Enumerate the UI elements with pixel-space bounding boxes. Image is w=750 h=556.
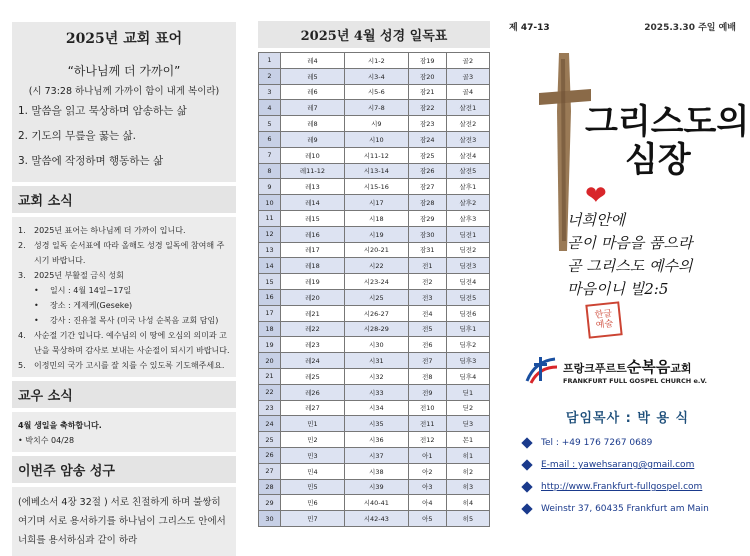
reading-cell: 아4 (408, 495, 446, 511)
reading-cell: 골2 (446, 53, 489, 69)
day-cell: 9 (259, 179, 281, 195)
reading-cell: 딤전6 (446, 305, 489, 321)
reading-panel (258, 0, 490, 530)
reading-cell: 시17 (344, 195, 408, 211)
issue-number: 제 47-13 (509, 23, 550, 33)
reading-cell: 딤후4 (446, 368, 489, 384)
reading-cell: 레8 (281, 116, 345, 132)
cover-verse-line: 너희안에 (567, 211, 625, 229)
reading-cell: 전2 (408, 274, 446, 290)
reading-cell: 잠20 (408, 68, 446, 84)
seal-stamp (585, 301, 622, 338)
reading-cell: 레4 (281, 53, 345, 69)
church-logo-icon (525, 355, 559, 385)
news-item-text: 성경 일독 순서표에 따라 올해도 성경 일독에 참여해 주시기 바랍니다. (34, 241, 225, 265)
reading-cell: 잠27 (408, 179, 446, 195)
reading-cell: 잠22 (408, 100, 446, 116)
day-cell: 16 (259, 289, 281, 305)
goal-item: 1. 말씀을 읽고 묵상하며 암송하는 삶 (18, 105, 187, 117)
contact-tel (523, 438, 652, 448)
day-cell: 10 (259, 195, 281, 211)
email-link[interactable]: E-mail : yawehsarang@gmail.com (541, 460, 695, 470)
church-name-prefix: 프랑크푸르트 (563, 361, 627, 375)
church-name-en: FRANKFURT FULL GOSPEL CHURCH e.V. (563, 376, 708, 385)
reading-cell: 전9 (408, 384, 446, 400)
table-row (259, 242, 490, 258)
day-cell: 25 (259, 432, 281, 448)
reading-cell: 레25 (281, 368, 345, 384)
news-item-number: 5. (18, 361, 26, 370)
news-heading: 교회 소식 (12, 186, 236, 213)
reading-cell: 레13 (281, 179, 345, 195)
reading-cell: 시26-27 (344, 305, 408, 321)
reading-cell: 민7 (281, 511, 345, 527)
reading-cell: 살전2 (446, 116, 489, 132)
motto-ref: (시 73:28 하나님께 가까이 함이 내게 복이라) (28, 86, 220, 97)
reading-cell: 시38 (344, 463, 408, 479)
reading-cell: 딤후3 (446, 353, 489, 369)
news-item-number: • (34, 286, 39, 295)
day-cell: 24 (259, 416, 281, 432)
day-cell: 14 (259, 258, 281, 274)
table-row (259, 368, 490, 384)
reading-table (258, 52, 490, 527)
reading-cell: 딤전3 (446, 258, 489, 274)
reading-cell: 레26 (281, 384, 345, 400)
reading-cell: 시35 (344, 416, 408, 432)
reading-cell: 시3-4 (344, 68, 408, 84)
news-item-text: 강사 : 진유철 목사 (미국 나성 순복음 교회 담임) (50, 316, 219, 325)
reading-cell: 민1 (281, 416, 345, 432)
reading-cell: 시39 (344, 479, 408, 495)
reading-cell: 딛1 (446, 384, 489, 400)
reading-cell: 시28-29 (344, 321, 408, 337)
day-cell: 2 (259, 68, 281, 84)
member-heading: 교우 소식 (12, 381, 236, 408)
pastor-name: 담임목사 : 박 용 식 (565, 411, 690, 426)
reading-cell: 몬1 (446, 432, 489, 448)
reading-cell: 시15-16 (344, 179, 408, 195)
reading-cell: 시9 (344, 116, 408, 132)
news-item-text: 이정민의 국가 고시를 잘 치를 수 있도록 기도해주세요. (34, 361, 225, 370)
table-row (259, 53, 490, 69)
reading-cell: 잠30 (408, 226, 446, 242)
contact-web[interactable] (523, 482, 702, 492)
day-cell: 15 (259, 274, 281, 290)
reading-cell: 민4 (281, 463, 345, 479)
reading-cell: 잠28 (408, 195, 446, 211)
table-row (259, 195, 490, 211)
reading-cell: 레6 (281, 84, 345, 100)
table-row (259, 432, 490, 448)
reading-cell: 딤전1 (446, 226, 489, 242)
verse-text: (에베소서 4장 32절 ) 서로 친절하게 하며 불쌍히 여기며 서로 용서하기를 하나님이 그리스도 안에서 너희를 용서하심과 같이 하라 (12, 487, 236, 556)
day-cell: 20 (259, 353, 281, 369)
table-row (259, 416, 490, 432)
reading-cell: 잠24 (408, 131, 446, 147)
reading-cell: 아2 (408, 463, 446, 479)
seal-text: 한글 예술 (594, 309, 614, 331)
day-cell: 21 (259, 368, 281, 384)
cover-panel (505, 0, 750, 530)
left-panel (0, 0, 240, 546)
day-cell: 1 (259, 53, 281, 69)
reading-cell: 레7 (281, 100, 345, 116)
day-cell: 28 (259, 479, 281, 495)
table-row (259, 479, 490, 495)
tel-text: Tel : +49 176 7267 0689 (541, 438, 653, 448)
reading-cell: 딤전4 (446, 274, 489, 290)
news-item-number: 1. (18, 226, 26, 235)
table-row (259, 511, 490, 527)
news-item-number: 3. (18, 271, 26, 280)
reading-cell: 전8 (408, 368, 446, 384)
reading-cell: 시5-6 (344, 84, 408, 100)
news-item (18, 313, 230, 328)
address-text: Weinstr 37, 60435 Frankfurt am Main (541, 504, 709, 514)
reading-cell: 골4 (446, 84, 489, 100)
reading-cell: 레14 (281, 195, 345, 211)
reading-cell: 잠29 (408, 210, 446, 226)
day-cell: 3 (259, 84, 281, 100)
reading-cell: 민6 (281, 495, 345, 511)
reading-cell: 살전4 (446, 147, 489, 163)
news-item-text: 2025년 표어는 하나님께 더 가까이 입니다. (34, 226, 186, 235)
day-cell: 6 (259, 131, 281, 147)
table-row (259, 353, 490, 369)
reading-cell: 시25 (344, 289, 408, 305)
reading-cell: 시33 (344, 384, 408, 400)
reading-cell: 시34 (344, 400, 408, 416)
reading-cell: 시30 (344, 337, 408, 353)
reading-cell: 전12 (408, 432, 446, 448)
table-row (259, 147, 490, 163)
news-item-number: 2. (18, 241, 26, 250)
day-cell: 30 (259, 511, 281, 527)
day-cell: 4 (259, 100, 281, 116)
reading-cell: 시40-41 (344, 495, 408, 511)
cover-verse (567, 209, 692, 301)
reading-cell: 딛3 (446, 416, 489, 432)
reading-cell: 시13-14 (344, 163, 408, 179)
table-row (259, 305, 490, 321)
day-cell: 13 (259, 242, 281, 258)
reading-cell: 히4 (446, 495, 489, 511)
heart-icon: ❤ (585, 181, 607, 211)
contact-address (523, 504, 709, 514)
reading-cell: 전1 (408, 258, 446, 274)
goal-item: 2. 기도의 무릎을 꿇는 삶. (18, 130, 136, 142)
reading-cell: 레11-12 (281, 163, 345, 179)
motto-title: 2025년 교회 표어 (65, 31, 183, 47)
reading-cell: 아3 (408, 479, 446, 495)
reading-cell: 골3 (446, 68, 489, 84)
table-row (259, 258, 490, 274)
reading-cell: 레18 (281, 258, 345, 274)
news-item-text: 사순절 기간 입니다. 예수님의 이 땅에 오심의 의미과 고난을 묵상하며 감사로 보내는 사순절이 되시기 바랍니다. (34, 331, 230, 355)
church-name-main: 순복음 (626, 357, 671, 376)
table-row (259, 384, 490, 400)
table-row (259, 495, 490, 511)
table-row (259, 321, 490, 337)
news-item-text: 2025년 부활절 금식 성회 (34, 271, 124, 280)
reading-cell: 레19 (281, 274, 345, 290)
reading-cell: 시7-8 (344, 100, 408, 116)
reading-cell: 시18 (344, 210, 408, 226)
table-row (259, 463, 490, 479)
news-item (18, 238, 230, 268)
day-cell: 27 (259, 463, 281, 479)
table-row (259, 179, 490, 195)
church-logo (525, 355, 740, 385)
reading-cell: 딤전5 (446, 289, 489, 305)
reading-cell: 레16 (281, 226, 345, 242)
day-cell: 29 (259, 495, 281, 511)
header (505, 0, 750, 33)
news-item (18, 358, 230, 373)
cover-title-line2: 심장 (625, 140, 691, 180)
reading-cell: 시20-21 (344, 242, 408, 258)
table-row (259, 131, 490, 147)
member-box (12, 412, 236, 452)
church-name-suffix: 교회 (670, 361, 692, 375)
table-row (259, 84, 490, 100)
reading-title: 2025년 4월 성경 일독표 (258, 21, 490, 48)
reading-cell: 살후1 (446, 179, 489, 195)
reading-cell: 히2 (446, 463, 489, 479)
reading-cell: 전6 (408, 337, 446, 353)
reading-cell: 전4 (408, 305, 446, 321)
reading-cell: 딤전2 (446, 242, 489, 258)
reading-cell: 민3 (281, 447, 345, 463)
day-cell: 18 (259, 321, 281, 337)
news-item-number: 4. (18, 331, 26, 340)
reading-cell: 시42-43 (344, 511, 408, 527)
news-item (18, 283, 230, 298)
reading-cell: 레17 (281, 242, 345, 258)
reading-cell: 시10 (344, 131, 408, 147)
reading-cell: 히1 (446, 447, 489, 463)
reading-cell: 딤후1 (446, 321, 489, 337)
day-cell: 19 (259, 337, 281, 353)
day-cell: 17 (259, 305, 281, 321)
news-item-text: 일시 : 4월 14일~17일 (50, 286, 132, 295)
news-item (18, 298, 230, 313)
reading-cell: 전7 (408, 353, 446, 369)
reading-cell: 살전1 (446, 100, 489, 116)
reading-cell: 레27 (281, 400, 345, 416)
member-title: 4월 생일을 축하합니다. (18, 421, 102, 430)
reading-cell: 전11 (408, 416, 446, 432)
table-row (259, 163, 490, 179)
contact-email[interactable] (523, 460, 694, 470)
reading-cell: 레24 (281, 353, 345, 369)
reading-cell: 레10 (281, 147, 345, 163)
table-row (259, 289, 490, 305)
table-row (259, 116, 490, 132)
table-row (259, 447, 490, 463)
table-row (259, 68, 490, 84)
diamond-bullet-icon (521, 481, 532, 492)
table-row (259, 337, 490, 353)
news-box (12, 217, 236, 377)
reading-cell: 레22 (281, 321, 345, 337)
diamond-bullet-icon (521, 503, 532, 514)
reading-cell: 살전5 (446, 163, 489, 179)
table-row (259, 226, 490, 242)
reading-cell: 레23 (281, 337, 345, 353)
day-cell: 26 (259, 447, 281, 463)
day-cell: 22 (259, 384, 281, 400)
cover-verse-line: 곧이 마음을 품으라 (567, 234, 693, 252)
church-name-ko (563, 356, 707, 377)
day-cell: 7 (259, 147, 281, 163)
cover-verse-line: 마음이니 빌2:5 (567, 280, 669, 298)
service-date: 2025.3.30 주일 예배 (644, 23, 736, 33)
diamond-bullet-icon (521, 459, 532, 470)
reading-cell: 시36 (344, 432, 408, 448)
news-item (18, 268, 230, 283)
reading-cell: 잠31 (408, 242, 446, 258)
goal-list (18, 103, 230, 168)
news-item-number: • (34, 316, 39, 325)
reading-cell: 레15 (281, 210, 345, 226)
news-item-number: • (34, 301, 39, 310)
table-row (259, 400, 490, 416)
reading-cell: 살후3 (446, 210, 489, 226)
day-cell: 11 (259, 210, 281, 226)
reading-cell: 시32 (344, 368, 408, 384)
reading-cell: 잠23 (408, 116, 446, 132)
reading-cell: 딤후2 (446, 337, 489, 353)
reading-cell: 시37 (344, 447, 408, 463)
reading-cell: 시23-24 (344, 274, 408, 290)
reading-cell: 잠26 (408, 163, 446, 179)
reading-cell: 민2 (281, 432, 345, 448)
goal-item: 3. 말씀에 작정하며 행동하는 삶 (18, 155, 164, 167)
reading-cell: 레21 (281, 305, 345, 321)
table-row (259, 274, 490, 290)
news-list (18, 223, 230, 373)
reading-cell: 시11-12 (344, 147, 408, 163)
verse-heading: 이번주 암송 성구 (12, 456, 236, 483)
reading-cell: 잠19 (408, 53, 446, 69)
reading-cell: 시1-2 (344, 53, 408, 69)
cover-title-line1: 그리스도의 (585, 102, 750, 142)
reading-cell: 살전3 (446, 131, 489, 147)
reading-cell: 전3 (408, 289, 446, 305)
news-item (18, 223, 230, 238)
member-item: • 박치수 04/28 (18, 436, 75, 445)
news-item-text: 장소 : 게제케(Geseke) (50, 301, 133, 310)
table-row (259, 210, 490, 226)
day-cell: 5 (259, 116, 281, 132)
reading-cell: 잠21 (408, 84, 446, 100)
motto-body (12, 58, 236, 182)
cover-verse-line: 곧 그리스도 예수의 (567, 257, 693, 275)
cover-title (585, 103, 749, 179)
diamond-bullet-icon (521, 437, 532, 448)
reading-cell: 히5 (446, 511, 489, 527)
reading-cell: 전10 (408, 400, 446, 416)
reading-cell: 레9 (281, 131, 345, 147)
reading-cell: 살후2 (446, 195, 489, 211)
motto-box (12, 22, 236, 62)
reading-cell: 시22 (344, 258, 408, 274)
reading-cell: 시31 (344, 353, 408, 369)
reading-cell: 아5 (408, 511, 446, 527)
reading-cell: 아1 (408, 447, 446, 463)
reading-cell: 딛2 (446, 400, 489, 416)
day-cell: 12 (259, 226, 281, 242)
web-link[interactable]: http://www.Frankfurt-fullgospel.com (541, 482, 703, 492)
reading-cell: 레20 (281, 289, 345, 305)
reading-cell: 시19 (344, 226, 408, 242)
cover-art (505, 41, 750, 341)
reading-cell: 전5 (408, 321, 446, 337)
day-cell: 23 (259, 400, 281, 416)
table-row (259, 100, 490, 116)
day-cell: 8 (259, 163, 281, 179)
reading-cell: 레5 (281, 68, 345, 84)
news-item (18, 328, 230, 358)
reading-cell: 민5 (281, 479, 345, 495)
motto-text: “하나님께 더 가까이” (67, 64, 181, 78)
reading-cell: 히3 (446, 479, 489, 495)
reading-cell: 잠25 (408, 147, 446, 163)
